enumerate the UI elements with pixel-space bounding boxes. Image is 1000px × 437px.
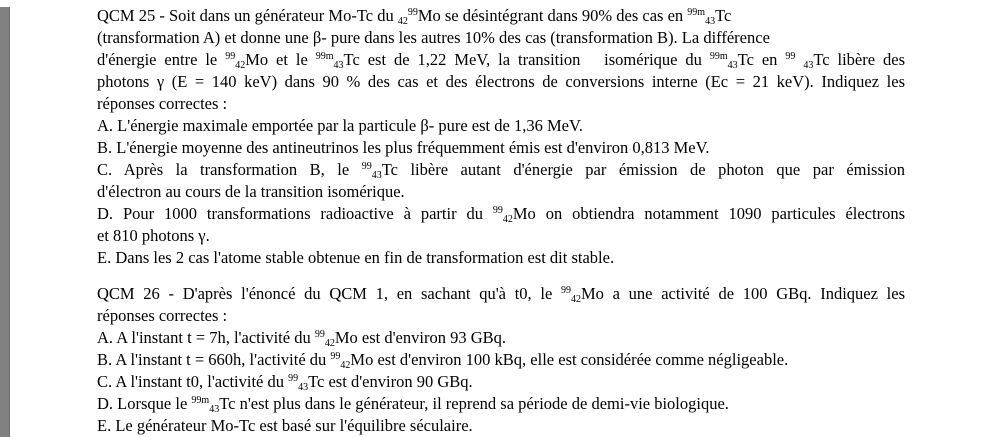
isotope-mass-superscript: 99: [288, 373, 299, 384]
text-line: [97, 115, 905, 137]
text-line: [97, 5, 905, 27]
atomic-number-subscript: 43: [727, 60, 738, 71]
text-line: [97, 349, 905, 371]
text-line: [97, 327, 905, 349]
question-block-qcm-25: [97, 5, 905, 269]
text-segment: Tc: [715, 6, 732, 25]
atomic-number-subscript: 43: [803, 60, 814, 71]
text-segment: Tc en: [737, 50, 786, 69]
text-segment: et 810 photons γ.: [97, 226, 210, 245]
text-line: [97, 283, 905, 305]
page-left-edge-bar: [0, 7, 10, 437]
text-segment: QCM 26 - D'après l'énoncé du QCM 1, en sachant qu'à t0, le: [97, 284, 561, 303]
atomic-number-subscript: 42: [340, 360, 351, 371]
text-segment: Mo se désintégrant dans 90% des cas en: [417, 6, 688, 25]
text-segment: photons γ (E = 140 keV) dans 90 % des cas et des électrons de conversions interne (Ec = 21 keV). Indiquez les: [97, 72, 905, 91]
document-text: [97, 5, 905, 437]
atomic-number-subscript: 43: [333, 60, 344, 71]
text-segment: Tc n'est plus dans le générateur, il reprend sa période de demi-vie biologique.: [219, 394, 729, 413]
text-segment: Tc libère autant d'énergie par émission de photon que par émission: [381, 160, 905, 179]
atomic-number-subscript: 42: [571, 294, 581, 305]
text-line: [97, 159, 905, 181]
atomic-number-subscript: 42: [324, 338, 335, 349]
isotope-mass-superscript: 99m: [709, 51, 728, 62]
isotope-mass-superscript: 99m: [191, 395, 210, 406]
text-segment: E. Dans les 2 cas l'atome stable obtenue en fin de transformation est dit stable.: [97, 248, 615, 267]
text-segment: D. Lorsque le: [97, 394, 192, 413]
text-segment: C. Après la transformation B, le: [97, 160, 362, 179]
text-line: [97, 305, 905, 327]
text-segment: d'électron au cours de la transition isomérique.: [97, 182, 405, 201]
text-segment: D. Pour 1000 transformations radioactive à partir du: [97, 204, 493, 223]
text-segment: QCM 25 - Soit dans un générateur Mo-Tc du: [97, 6, 398, 25]
text-segment: B. A l'instant t = 660h, l'activité du: [97, 350, 331, 369]
text-segment: B. L'énergie moyenne des antineutrinos les plus fréquemment émis est d'environ 0,813 MeV.: [97, 138, 710, 157]
text-line: [97, 181, 905, 203]
atomic-number-subscript: 42: [502, 214, 513, 225]
text-line: [97, 225, 905, 247]
text-line: [97, 27, 905, 49]
text-segment: Mo a une activité de 100 GBq. Indiquez les: [581, 284, 905, 303]
atomic-number-subscript: 42: [235, 60, 246, 71]
text-line: [97, 137, 905, 159]
text-segment: E. Le générateur Mo-Tc est basé sur l'équilibre séculaire.: [97, 416, 473, 435]
text-segment: Mo on obtiendra notamment 1090 particules électrons: [512, 204, 905, 223]
text-segment: d'énergie entre le: [97, 50, 226, 69]
text-segment: (transformation A) et donne une β- pure dans les autres 10% des cas (transformation B). La différence: [97, 28, 770, 47]
isotope-mass-superscript: 99m: [315, 51, 334, 62]
text-segment: Mo est d'environ 100 kBq, elle est considérée comme négligeable.: [350, 350, 789, 369]
isotope-mass-superscript: 99: [407, 7, 418, 18]
text-line: [97, 415, 905, 437]
text-line: [97, 371, 905, 393]
text-line: [97, 71, 905, 93]
text-segment: A. A l'instant t = 7h, l'activité du: [97, 328, 315, 347]
text-segment: Tc est d'environ 90 GBq.: [308, 372, 473, 391]
question-block-qcm-26: [97, 283, 905, 437]
isotope-mass-superscript: 99: [330, 351, 341, 362]
isotope-mass-superscript: 99: [785, 51, 796, 62]
atomic-number-subscript: 43: [705, 16, 716, 27]
isotope-mass-superscript: 99: [561, 285, 571, 296]
text-line: [97, 393, 905, 415]
isotope-mass-superscript: 99: [492, 205, 503, 216]
text-line: [97, 49, 905, 71]
text-segment: Tc est de 1,22 MeV, la transition isomérique du: [343, 50, 710, 69]
text-segment: Mo est d'environ 93 GBq.: [334, 328, 506, 347]
isotope-mass-superscript: 99: [361, 161, 372, 172]
atomic-number-subscript: 43: [209, 404, 220, 415]
atomic-number-subscript: 43: [371, 170, 382, 181]
isotope-mass-superscript: 99: [314, 329, 325, 340]
text-segment: réponses correctes :: [97, 306, 228, 325]
text-segment: C. A l'instant t0, l'activité du: [97, 372, 289, 391]
isotope-mass-superscript: 99: [225, 51, 236, 62]
text-line: [97, 93, 905, 115]
text-segment: réponses correctes :: [97, 94, 228, 113]
text-line: [97, 247, 905, 269]
text-segment: A. L'énergie maximale emportée par la particule β- pure est de 1,36 MeV.: [97, 116, 583, 135]
isotope-mass-superscript: 99m: [687, 7, 706, 18]
atomic-number-subscript: 42: [397, 16, 408, 27]
atomic-number-subscript: 43: [298, 382, 309, 393]
text-segment: Tc libère des: [813, 50, 906, 69]
text-line: [97, 203, 905, 225]
text-segment: Mo et le: [245, 50, 316, 69]
